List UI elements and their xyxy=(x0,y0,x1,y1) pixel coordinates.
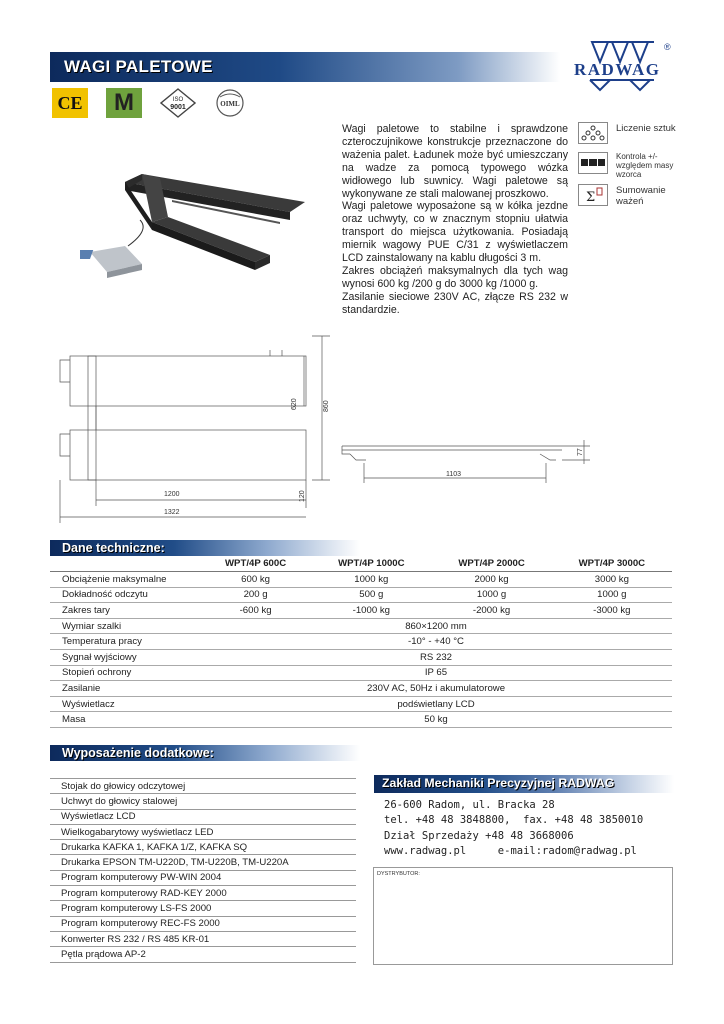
tech-header-empty xyxy=(50,556,200,572)
cell-value: 1000 kg xyxy=(311,572,431,588)
tech-section-header xyxy=(50,540,360,556)
row-label: Masa xyxy=(50,712,200,728)
logo-text: RADWAG xyxy=(574,60,661,79)
iso-label: ISO xyxy=(172,97,184,103)
cell-value: -2000 kg xyxy=(431,603,551,619)
iso-number: 9001 xyxy=(170,104,186,111)
company-name: Zakład Mechaniki Precyzyjnej RADWAG xyxy=(382,776,615,790)
row-label: Sygnał wyjściowy xyxy=(50,650,200,666)
cell-value: -10° - +40 °C xyxy=(200,634,672,650)
accessory-item: Program komputerowy REC-FS 2000 xyxy=(50,916,356,931)
distributor-box xyxy=(373,867,673,965)
list-item xyxy=(50,794,356,809)
row-label: Zasilanie xyxy=(50,681,200,697)
contact-sales: Dział Sprzedaży +48 48 3668006 xyxy=(384,829,574,842)
dim-1103: 1103 xyxy=(446,471,462,478)
accessory-item: Program komputerowy PW-WIN 2004 xyxy=(50,870,356,885)
oiml-label: OIML xyxy=(220,100,240,108)
cell-value: 860×1200 mm xyxy=(200,618,672,634)
cell-value: 50 kg xyxy=(200,712,672,728)
accessories-section-title: Wyposażenie dodatkowe: xyxy=(62,746,214,760)
description-paragraph: Wagi paletowe to stabilne i sprawdzone czteroczujnikowe konstrukcje przeznaczone do ważenia palet. Ładunek może być umieszczany na wadze za pomocą typowego wózka widłowego lub suwnicy. Wagi paletowe są wykonywane ze stali malowanej proszkowo. xyxy=(342,123,568,200)
description-paragraph: Zasilanie sieciowe 230V AC, złącze RS 232 w standardzie. xyxy=(342,290,568,316)
cell-value: -1000 kg xyxy=(311,603,431,619)
contact-phone: tel. +48 48 3848800, fax. +48 48 3850010 xyxy=(384,814,644,827)
feature-label: Liczenie sztuk xyxy=(616,123,676,134)
row-label: Stopień ochrony xyxy=(50,665,200,681)
title-bar xyxy=(50,52,560,82)
product-photo xyxy=(80,160,330,320)
cell-value: 1000 g xyxy=(431,587,551,603)
cell-value: RS 232 xyxy=(200,650,672,666)
checkweighing-icon xyxy=(578,152,608,174)
cell-value: 1000 g xyxy=(552,587,672,603)
cell-value: -600 kg xyxy=(200,603,311,619)
accessory-item: Program komputerowy RAD-KEY 2000 xyxy=(50,886,356,901)
iso-9001-badge xyxy=(160,88,196,118)
m-mark: M xyxy=(106,88,142,118)
accessory-item: Uchwyt do głowicy stalowej xyxy=(50,794,356,809)
list-item xyxy=(50,901,356,916)
cell-value: podświetlany LCD xyxy=(200,696,672,712)
contact-block xyxy=(384,798,643,859)
row-label: Zakres tary xyxy=(50,603,200,619)
tech-column-header: WPT/4P 600C xyxy=(200,556,311,572)
tech-column-header: WPT/4P 3000C xyxy=(552,556,672,572)
registered-mark: ® xyxy=(664,42,671,52)
product-description xyxy=(342,123,568,317)
totalizing-icon xyxy=(578,184,608,206)
accessories-list xyxy=(50,778,356,963)
list-item xyxy=(50,870,356,885)
feature-label: Kontrola +/- względem masy wzorca xyxy=(616,152,674,179)
cell-value: 200 g xyxy=(200,587,311,603)
contact-header xyxy=(374,775,674,793)
radwag-logo xyxy=(570,40,680,92)
feature-label: Sumowanie ważeń xyxy=(616,185,666,207)
accessory-item: Program komputerowy LS-FS 2000 xyxy=(50,901,356,916)
table-row xyxy=(50,665,672,681)
row-label: Wyświetlacz xyxy=(50,696,200,712)
accessory-item: Konwerter RS 232 / RS 485 KR-01 xyxy=(50,931,356,946)
accessory-item: Wielkogabarytowy wyświetlacz LED xyxy=(50,824,356,839)
distributor-label: DYSTRYBUTOR: xyxy=(377,871,420,877)
cell-value: 600 kg xyxy=(200,572,311,588)
cell-value: 2000 kg xyxy=(431,572,551,588)
accessory-item: Drukarka KAFKA 1, KAFKA 1/Z, KAFKA SQ xyxy=(50,840,356,855)
tech-column-header: WPT/4P 1000C xyxy=(311,556,431,572)
list-item xyxy=(50,779,356,794)
cell-value: 500 g xyxy=(311,587,431,603)
description-paragraph: Zakres obciążeń maksymalnych dla tych wag wynosi 600 kg /200 g do 3000 kg /1000 g. xyxy=(342,264,568,290)
table-row xyxy=(50,712,672,728)
dim-1322: 1322 xyxy=(164,509,180,516)
list-item xyxy=(50,809,356,824)
website-link[interactable]: www.radwag.pl xyxy=(384,844,467,857)
description-paragraph: Wagi paletowe wyposażone są w kółka jezdne oraz uchwyty, co w znacznym stopniu ułatwia transport do miejsca użytkowania. Posiadają miernik wagowy PUE C/31 z wyświetlaczem LCD zainstalowany na kablu długości 3 m. xyxy=(342,200,568,265)
dim-120: 120 xyxy=(299,490,306,502)
row-label: Temperatura pracy xyxy=(50,634,200,650)
oiml-badge xyxy=(212,88,248,118)
page-title: WAGI PALETOWE xyxy=(64,57,213,76)
table-row xyxy=(50,572,672,588)
cell-value: 230V AC, 50Hz i akumulatorowe xyxy=(200,681,672,697)
row-label: Dokładność odczytu xyxy=(50,587,200,603)
table-row xyxy=(50,696,672,712)
table-row xyxy=(50,681,672,697)
dim-620: 620 xyxy=(291,398,298,410)
accessory-item: Wyświetlacz LCD xyxy=(50,809,356,824)
accessory-item: Drukarka EPSON TM-U220D, TM-U220B, TM-U220A xyxy=(50,855,356,870)
row-label: Wymiar szalki xyxy=(50,618,200,634)
cell-value: 3000 kg xyxy=(552,572,672,588)
cell-value: IP 65 xyxy=(200,665,672,681)
contact-web-row xyxy=(384,844,643,859)
table-row xyxy=(50,650,672,666)
list-item xyxy=(50,824,356,839)
contact-address: 26-600 Radom, ul. Bracka 28 xyxy=(384,799,555,811)
table-row xyxy=(50,603,672,619)
dim-860: 860 xyxy=(323,400,330,412)
table-row xyxy=(50,587,672,603)
ce-mark: CE xyxy=(52,88,88,118)
accessories-section-header xyxy=(50,745,360,761)
tech-column-header: WPT/4P 2000C xyxy=(431,556,551,572)
counting-icon xyxy=(578,122,608,144)
tech-table xyxy=(50,556,672,728)
dim-77: 77 xyxy=(577,448,584,456)
list-item xyxy=(50,840,356,855)
list-item xyxy=(50,931,356,946)
list-item xyxy=(50,916,356,931)
list-item xyxy=(50,947,356,962)
technical-drawing xyxy=(50,328,690,528)
cell-value: -3000 kg xyxy=(552,603,672,619)
table-row xyxy=(50,618,672,634)
table-row xyxy=(50,634,672,650)
list-item xyxy=(50,855,356,870)
accessory-item: Pętla prądowa AP-2 xyxy=(50,947,356,962)
email-link[interactable]: e-mail:radom@radwag.pl xyxy=(497,844,637,857)
list-item xyxy=(50,886,356,901)
row-label: Obciążenie maksymalne xyxy=(50,572,200,588)
accessory-item: Stojak do głowicy odczytowej xyxy=(50,779,356,794)
dim-1200: 1200 xyxy=(164,491,180,498)
svg-text:Σ: Σ xyxy=(586,190,596,205)
tech-section-title: Dane techniczne: xyxy=(62,541,165,555)
tech-header-row xyxy=(50,556,672,572)
